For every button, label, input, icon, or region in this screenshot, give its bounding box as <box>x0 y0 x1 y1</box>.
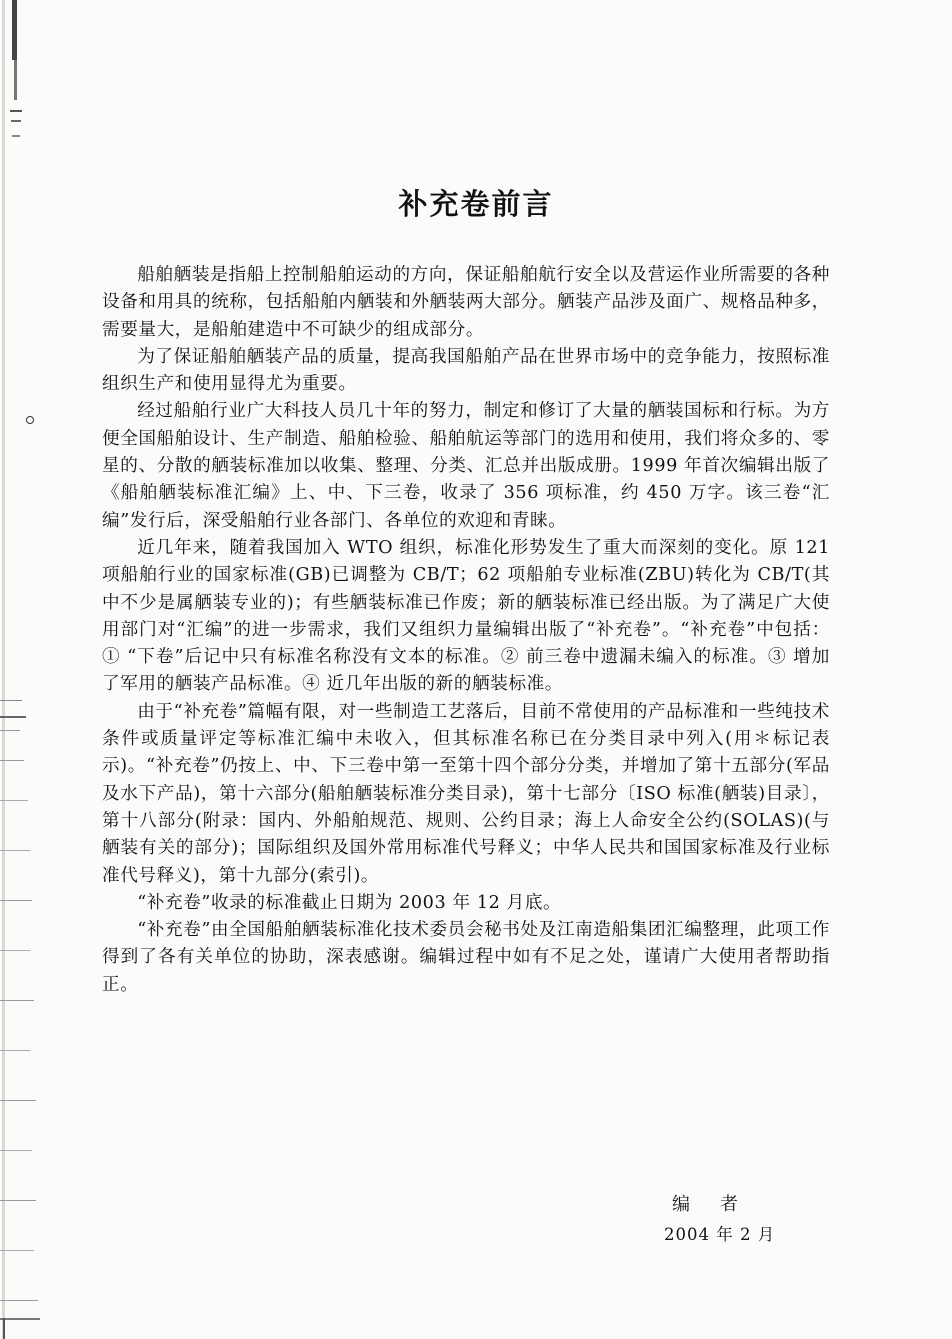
paragraph-2: 为了保证船舶舾装产品的质量，提高我国船舶产品在世界市场中的竞争能力，按照标准组织生产和使用显得尤为重要。 <box>102 346 830 395</box>
page-title: 补充卷前言 <box>398 187 554 221</box>
paragraph-6: “补充卷”收录的标准截止日期为 2003 年 12 月底。 <box>137 892 562 913</box>
paragraph-5: 由于“补充卷”篇幅有限，对一些制造工艺落后，目前不常使用的产品标准和一些纯技术条件或质量评定等标准汇编中未收入，但其标准名称已在分类目录中列入(用＊标记表示)。“补充卷”仍按上、中、下三卷中第一至第十四个部分分类，并增加了第十五部分(军品及水下产品)，第十六部分(船舶舾装标准分类目录)，第十七部分〔ISO 标准(舾装)目录〕，第十八部分(附录：国内、外船舶规范、规则、公约目录；海上人命安全公约(SOLAS)(与舾装有关的部分)；国际组织及国外常用标准代号释义；中华人民共和国国家标准及行业标准代号释义)，第十九部分(索引)。 <box>102 701 830 886</box>
paragraph-7: “补充卷”由全国船舶舾装标准化技术委员会秘书处及江南造船集团汇编整理，此项工作得到了各有关单位的协助，深表感谢。编辑过程中如有不足之处，谨请广大使用者帮助指正。 <box>102 920 830 995</box>
paragraph-1: 船舶舾装是指船上控制船舶运动的方向，保证船舶航行安全以及营运作业所需要的各种设备和用具的统称，包括船舶内舾装和外舾装两大部分。舾装产品涉及面广、规格品种多，需要量大，是船舶建造中不可缺少的组成部分。 <box>102 265 830 340</box>
paragraph-4: 近几年来，随着我国加入 WTO 组织，标准化形势发生了重大而深刻的变化。原 121 项船舶行业的国家标准(GB)已调整为 CB/T；62 项船舶专业标准(ZBU)转化为 CB/T(其中不少是属舾装专业的)；有些舾装标准已作废；新的舾装标准已经出版。为了满足广大使用部门对“汇编”的进一步需求，我们又组织力量编辑出版了“补充卷”。“补充卷”中包括：① “下卷”后记中只有标准名称没有文本的标准。② 前三卷中遗漏未编入的标准。③ 增加了军用的舾装产品标准。④ 近几年出版的新的舾装标准。 <box>102 537 830 695</box>
signature-date: 2004 年 2 月 <box>664 1225 776 1244</box>
signature: 编者 <box>672 1194 768 1215</box>
paragraph-3: 经过船舶行业广大科技人员几十年的努力，制定和修订了大量的舾装国标和行标。为方便全国船舶设计、生产制造、船舶检验、船舶航运等部门的选用和使用，我们将众多的、零星的、分散的舾装标准加以收集、整理、分类、汇总并出版成册。1999 年首次编辑出版了《船舶舾装标准汇编》上、中、下三卷，收录了 356 项标准，约 450 万字。该三卷“汇编”发行后，深受船舶行业各部门、各单位的欢迎和青睐。 <box>102 401 830 531</box>
preface-body <box>102 262 830 999</box>
scan-dot-mark <box>26 416 34 424</box>
